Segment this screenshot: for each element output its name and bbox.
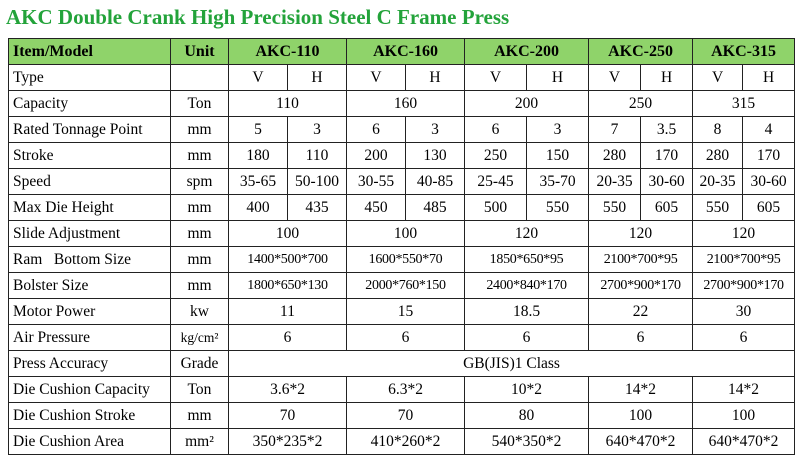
cell: 25-45 [465, 169, 527, 195]
cell: 6 [693, 325, 795, 351]
row-label: Speed [9, 169, 171, 195]
table-row [9, 325, 795, 351]
row-label: Slide Adjustment [9, 221, 171, 247]
table-row [9, 91, 795, 117]
cell: 100 [347, 221, 465, 247]
cell: H [743, 65, 795, 91]
cell: 110 [288, 143, 347, 169]
cell: V [589, 65, 641, 91]
table-row [9, 273, 795, 299]
cell: 450 [347, 195, 406, 221]
cell: V [465, 65, 527, 91]
cell: 435 [288, 195, 347, 221]
cell: 100 [229, 221, 347, 247]
row-unit: kg/cm² [171, 325, 229, 351]
row-unit: mm [171, 117, 229, 143]
cell: 1600*550*70 [347, 247, 465, 273]
cell: 200 [347, 143, 406, 169]
cell: 40-85 [406, 169, 465, 195]
table-row [9, 377, 795, 403]
cell: 640*470*2 [589, 429, 693, 455]
header-row [9, 39, 795, 65]
cell: 100 [693, 403, 795, 429]
cell: 22 [589, 299, 693, 325]
row-label: Die Cushion Area [9, 429, 171, 455]
cell: 3 [288, 117, 347, 143]
table-row [9, 65, 795, 91]
row-label: Die Cushion Stroke [9, 403, 171, 429]
cell: H [406, 65, 465, 91]
cell: 30-60 [641, 169, 693, 195]
cell: H [288, 65, 347, 91]
cell: 250 [589, 91, 693, 117]
cell: 14*2 [589, 377, 693, 403]
cell: GB(JIS)1 Class [229, 351, 795, 377]
header-model: AKC-200 [465, 39, 589, 65]
cell: 80 [465, 403, 589, 429]
row-label: Air Pressure [9, 325, 171, 351]
row-label: Max Die Height [9, 195, 171, 221]
page-title: AKC Double Crank High Precision Steel C Frame Press [6, 5, 510, 29]
row-label: Bolster Size [9, 273, 171, 299]
row-label: Stroke [9, 143, 171, 169]
cell: 550 [693, 195, 743, 221]
cell: 120 [465, 221, 589, 247]
row-unit: Ton [171, 91, 229, 117]
cell: 100 [589, 403, 693, 429]
row-unit: kw [171, 299, 229, 325]
table-row [9, 117, 795, 143]
row-label: Capacity [9, 91, 171, 117]
cell: 18.5 [465, 299, 589, 325]
cell: 3.5 [641, 117, 693, 143]
table-row [9, 143, 795, 169]
cell: 2100*700*95 [693, 247, 795, 273]
cell: 120 [589, 221, 693, 247]
cell: 6 [347, 117, 406, 143]
cell: 6 [229, 325, 347, 351]
cell: 280 [693, 143, 743, 169]
row-unit [171, 65, 229, 91]
cell: 550 [527, 195, 589, 221]
cell: 70 [229, 403, 347, 429]
row-unit: spm [171, 169, 229, 195]
cell: 1850*650*95 [465, 247, 589, 273]
table-row [9, 247, 795, 273]
row-unit: Grade [171, 351, 229, 377]
row-unit: mm [171, 247, 229, 273]
cell: 11 [229, 299, 347, 325]
cell: 3 [527, 117, 589, 143]
table-row [9, 169, 795, 195]
cell: 1800*650*130 [229, 273, 347, 299]
cell: V [693, 65, 743, 91]
row-unit: mm [171, 273, 229, 299]
cell: H [527, 65, 589, 91]
row-unit: mm [171, 403, 229, 429]
header-model: AKC-315 [693, 39, 795, 65]
cell: 540*350*2 [465, 429, 589, 455]
cell: 30-60 [743, 169, 795, 195]
cell: 1400*500*700 [229, 247, 347, 273]
row-unit: mm [171, 221, 229, 247]
cell: 605 [743, 195, 795, 221]
table-row [9, 351, 795, 377]
cell: 6 [589, 325, 693, 351]
row-unit: Ton [171, 377, 229, 403]
cell: 130 [406, 143, 465, 169]
cell: 280 [589, 143, 641, 169]
cell: 5 [229, 117, 288, 143]
cell: 6.3*2 [347, 377, 465, 403]
cell: 160 [347, 91, 465, 117]
cell: 20-35 [693, 169, 743, 195]
cell: 20-35 [589, 169, 641, 195]
cell: 70 [347, 403, 465, 429]
table-row [9, 221, 795, 247]
header-model: AKC-110 [229, 39, 347, 65]
cell: 640*470*2 [693, 429, 795, 455]
row-label: Ram Bottom Size [9, 247, 171, 273]
cell: 7 [589, 117, 641, 143]
cell: 180 [229, 143, 288, 169]
row-label: Type [9, 65, 171, 91]
table-row [9, 403, 795, 429]
cell: 50-100 [288, 169, 347, 195]
cell: 2400*840*170 [465, 273, 589, 299]
cell: 2000*760*150 [347, 273, 465, 299]
cell: V [347, 65, 406, 91]
cell: 6 [465, 325, 589, 351]
cell: 15 [347, 299, 465, 325]
cell: 30-55 [347, 169, 406, 195]
cell: 410*260*2 [347, 429, 465, 455]
row-unit: mm [171, 143, 229, 169]
cell: 400 [229, 195, 288, 221]
cell: 315 [693, 91, 795, 117]
cell: 4 [743, 117, 795, 143]
cell: 3 [406, 117, 465, 143]
cell: 550 [589, 195, 641, 221]
row-label: Motor Power [9, 299, 171, 325]
header-model: AKC-250 [589, 39, 693, 65]
cell: 35-65 [229, 169, 288, 195]
header-model: AKC-160 [347, 39, 465, 65]
row-label: Die Cushion Capacity [9, 377, 171, 403]
table-row [9, 429, 795, 455]
cell: H [641, 65, 693, 91]
cell: 170 [641, 143, 693, 169]
cell: 250 [465, 143, 527, 169]
cell: 30 [693, 299, 795, 325]
table-row [9, 299, 795, 325]
cell: 6 [465, 117, 527, 143]
cell: 170 [743, 143, 795, 169]
cell: 8 [693, 117, 743, 143]
cell: 350*235*2 [229, 429, 347, 455]
cell: 10*2 [465, 377, 589, 403]
table-row [9, 195, 795, 221]
cell: 605 [641, 195, 693, 221]
cell: 110 [229, 91, 347, 117]
cell: 200 [465, 91, 589, 117]
cell: 485 [406, 195, 465, 221]
cell: 2700*900*170 [693, 273, 795, 299]
spec-table [8, 38, 795, 455]
cell: 14*2 [693, 377, 795, 403]
cell: 2700*900*170 [589, 273, 693, 299]
cell: 3.6*2 [229, 377, 347, 403]
row-label: Rated Tonnage Point [9, 117, 171, 143]
cell: 35-70 [527, 169, 589, 195]
header-unit: Unit [171, 39, 229, 65]
cell: 6 [347, 325, 465, 351]
header-item: Item/Model [9, 39, 171, 65]
cell: 150 [527, 143, 589, 169]
cell: 120 [693, 221, 795, 247]
row-unit: mm [171, 195, 229, 221]
cell: V [229, 65, 288, 91]
row-label: Press Accuracy [9, 351, 171, 377]
cell: 2100*700*95 [589, 247, 693, 273]
row-unit: mm² [171, 429, 229, 455]
cell: 500 [465, 195, 527, 221]
